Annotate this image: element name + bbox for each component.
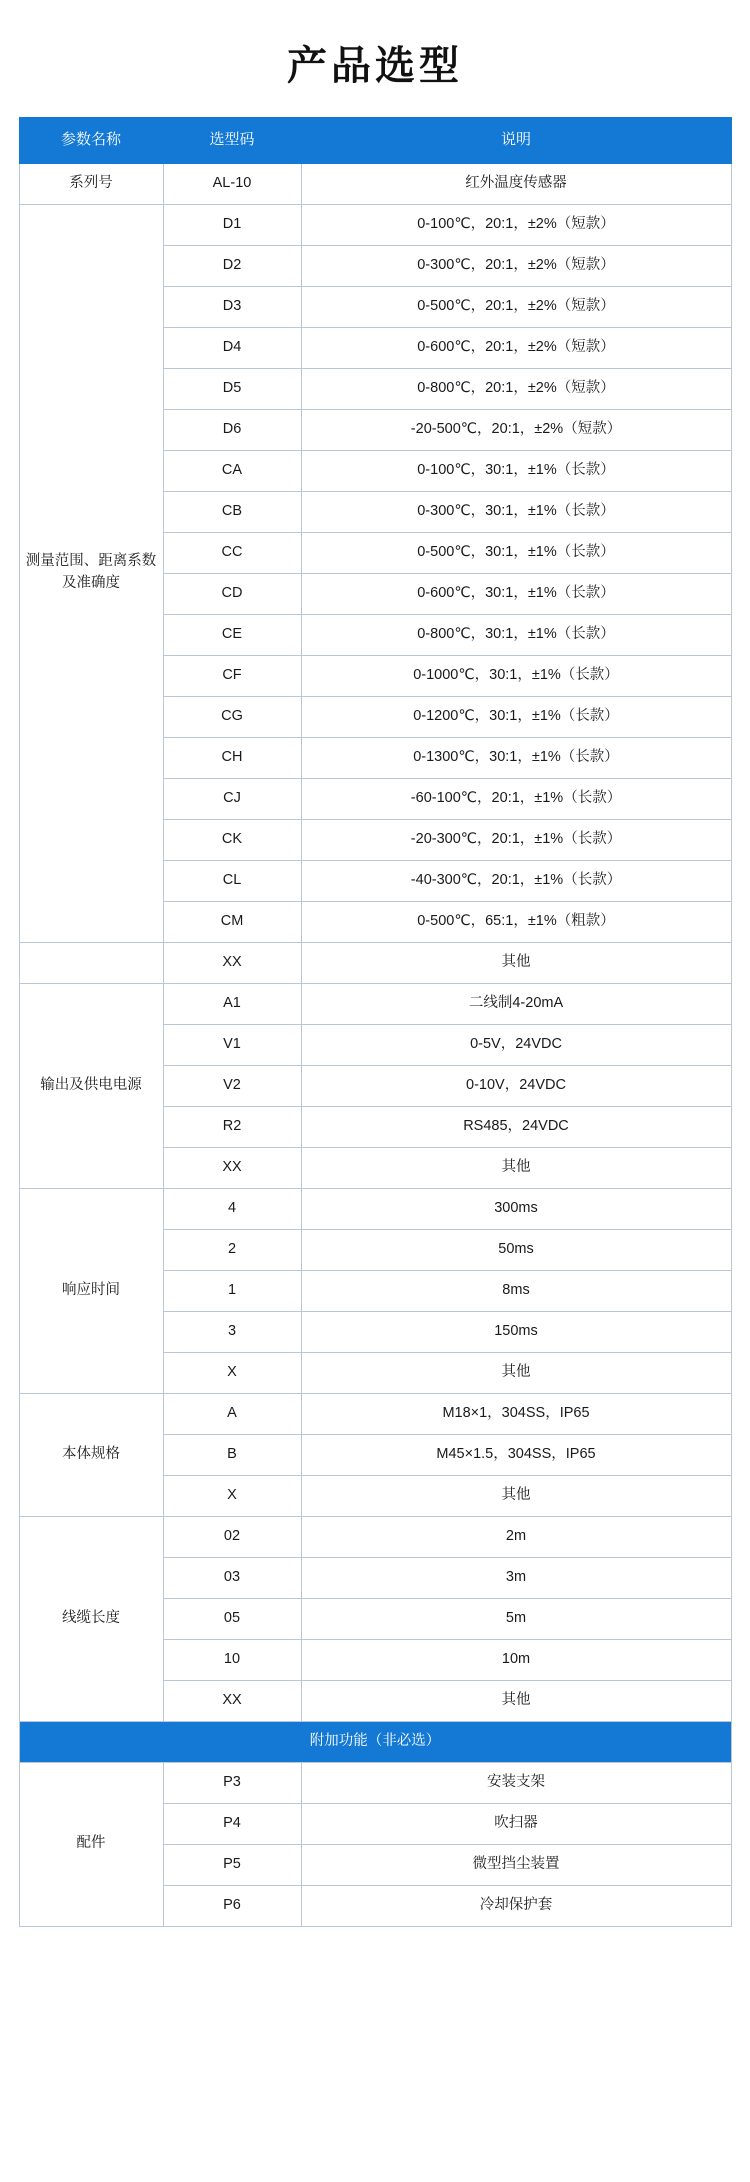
table-header-row bbox=[19, 118, 731, 164]
row-description: 0-500℃，30:1，±1%（长款） bbox=[301, 532, 731, 573]
row-code: AL-10 bbox=[163, 163, 301, 204]
row-code: D6 bbox=[163, 409, 301, 450]
row-description: RS485，24VDC bbox=[301, 1106, 731, 1147]
row-code: D3 bbox=[163, 286, 301, 327]
row-description: 其他 bbox=[301, 1680, 731, 1721]
row-description: 吹扫器 bbox=[301, 1803, 731, 1844]
table-row bbox=[19, 204, 731, 245]
row-description: 3m bbox=[301, 1557, 731, 1598]
row-description: 0-600℃，20:1，±2%（短款） bbox=[301, 327, 731, 368]
row-code: B bbox=[163, 1434, 301, 1475]
row-group-label: 本体规格 bbox=[19, 1393, 163, 1516]
row-group-label: 系列号 bbox=[19, 163, 163, 204]
row-description: 0-1200℃，30:1，±1%（长款） bbox=[301, 696, 731, 737]
row-code: CK bbox=[163, 819, 301, 860]
row-description: 0-100℃，30:1，±1%（长款） bbox=[301, 450, 731, 491]
row-code: 3 bbox=[163, 1311, 301, 1352]
row-code: X bbox=[163, 1352, 301, 1393]
row-description: 50ms bbox=[301, 1229, 731, 1270]
row-description: 0-800℃，20:1，±2%（短款） bbox=[301, 368, 731, 409]
row-code: 03 bbox=[163, 1557, 301, 1598]
row-code: D4 bbox=[163, 327, 301, 368]
row-description: 0-300℃，20:1，±2%（短款） bbox=[301, 245, 731, 286]
row-description: 冷却保护套 bbox=[301, 1885, 731, 1926]
row-code: P6 bbox=[163, 1885, 301, 1926]
row-code: 4 bbox=[163, 1188, 301, 1229]
row-group-label: 配件 bbox=[19, 1762, 163, 1926]
row-code: CA bbox=[163, 450, 301, 491]
row-code: 02 bbox=[163, 1516, 301, 1557]
product-selection-table bbox=[19, 117, 732, 1927]
row-code: D2 bbox=[163, 245, 301, 286]
row-description: 0-1300℃，30:1，±1%（长款） bbox=[301, 737, 731, 778]
row-description: -40-300℃，20:1，±1%（长款） bbox=[301, 860, 731, 901]
row-description: 二线制4-20mA bbox=[301, 983, 731, 1024]
row-code: CJ bbox=[163, 778, 301, 819]
row-code: XX bbox=[163, 1147, 301, 1188]
row-description: -20-300℃，20:1，±1%（长款） bbox=[301, 819, 731, 860]
section-band-label: 附加功能（非必选） bbox=[19, 1721, 731, 1762]
row-code: CG bbox=[163, 696, 301, 737]
row-code: CL bbox=[163, 860, 301, 901]
row-group-label: 测量范围、距离系数 及准确度 bbox=[19, 204, 163, 942]
row-description: 5m bbox=[301, 1598, 731, 1639]
row-description: 0-600℃，30:1，±1%（长款） bbox=[301, 573, 731, 614]
row-code: CB bbox=[163, 491, 301, 532]
row-code: A bbox=[163, 1393, 301, 1434]
table-row bbox=[19, 983, 731, 1024]
row-description: -60-100℃，20:1，±1%（长款） bbox=[301, 778, 731, 819]
row-group-label: 线缆长度 bbox=[19, 1516, 163, 1721]
table-row bbox=[19, 1393, 731, 1434]
row-code: CH bbox=[163, 737, 301, 778]
row-description: 0-800℃，30:1，±1%（长款） bbox=[301, 614, 731, 655]
table-row bbox=[19, 1188, 731, 1229]
row-description: 0-5V，24VDC bbox=[301, 1024, 731, 1065]
row-description: 300ms bbox=[301, 1188, 731, 1229]
table-row bbox=[19, 1762, 731, 1803]
table-row bbox=[19, 1516, 731, 1557]
row-code: R2 bbox=[163, 1106, 301, 1147]
row-description: 0-10V，24VDC bbox=[301, 1065, 731, 1106]
row-code: D5 bbox=[163, 368, 301, 409]
row-description: M18×1，304SS，IP65 bbox=[301, 1393, 731, 1434]
row-code: CC bbox=[163, 532, 301, 573]
row-group-label: 输出及供电电源 bbox=[19, 983, 163, 1188]
row-code: 05 bbox=[163, 1598, 301, 1639]
row-description: 0-1000℃，30:1，±1%（长款） bbox=[301, 655, 731, 696]
table-header bbox=[19, 118, 731, 164]
row-code: 1 bbox=[163, 1270, 301, 1311]
row-description: -20-500℃，20:1，±2%（短款） bbox=[301, 409, 731, 450]
row-description: 其他 bbox=[301, 942, 731, 983]
row-description: 安装支架 bbox=[301, 1762, 731, 1803]
row-code: D1 bbox=[163, 204, 301, 245]
page-title: 产品选型 bbox=[287, 44, 463, 88]
section-band-row bbox=[19, 1721, 731, 1762]
table-row bbox=[19, 163, 731, 204]
row-code: P5 bbox=[163, 1844, 301, 1885]
row-description: 150ms bbox=[301, 1311, 731, 1352]
column-header-description: 说明 bbox=[301, 118, 731, 164]
row-code: CE bbox=[163, 614, 301, 655]
row-code: A1 bbox=[163, 983, 301, 1024]
column-header-parameter: 参数名称 bbox=[19, 118, 163, 164]
table-body bbox=[19, 163, 731, 1926]
table-row bbox=[19, 942, 731, 983]
row-code: CM bbox=[163, 901, 301, 942]
row-code: CF bbox=[163, 655, 301, 696]
row-group-label bbox=[19, 942, 163, 983]
row-description: 0-100℃，20:1，±2%（短款） bbox=[301, 204, 731, 245]
row-description: 0-300℃，30:1，±1%（长款） bbox=[301, 491, 731, 532]
row-code: 2 bbox=[163, 1229, 301, 1270]
row-description: 0-500℃，20:1，±2%（短款） bbox=[301, 286, 731, 327]
row-description: 0-500℃，65:1，±1%（粗款） bbox=[301, 901, 731, 942]
row-code: P3 bbox=[163, 1762, 301, 1803]
row-description: 其他 bbox=[301, 1475, 731, 1516]
row-description: 红外温度传感器 bbox=[301, 163, 731, 204]
row-code: X bbox=[163, 1475, 301, 1516]
row-description: 2m bbox=[301, 1516, 731, 1557]
row-group-label: 响应时间 bbox=[19, 1188, 163, 1393]
row-description: 10m bbox=[301, 1639, 731, 1680]
column-header-code: 选型码 bbox=[163, 118, 301, 164]
row-code: XX bbox=[163, 942, 301, 983]
row-code: V2 bbox=[163, 1065, 301, 1106]
row-code: 10 bbox=[163, 1639, 301, 1680]
row-code: XX bbox=[163, 1680, 301, 1721]
row-description: 微型挡尘装置 bbox=[301, 1844, 731, 1885]
row-code: P4 bbox=[163, 1803, 301, 1844]
row-description: 其他 bbox=[301, 1352, 731, 1393]
row-code: V1 bbox=[163, 1024, 301, 1065]
row-description: M45×1.5，304SS，IP65 bbox=[301, 1434, 731, 1475]
row-description: 其他 bbox=[301, 1147, 731, 1188]
row-code: CD bbox=[163, 573, 301, 614]
row-description: 8ms bbox=[301, 1270, 731, 1311]
